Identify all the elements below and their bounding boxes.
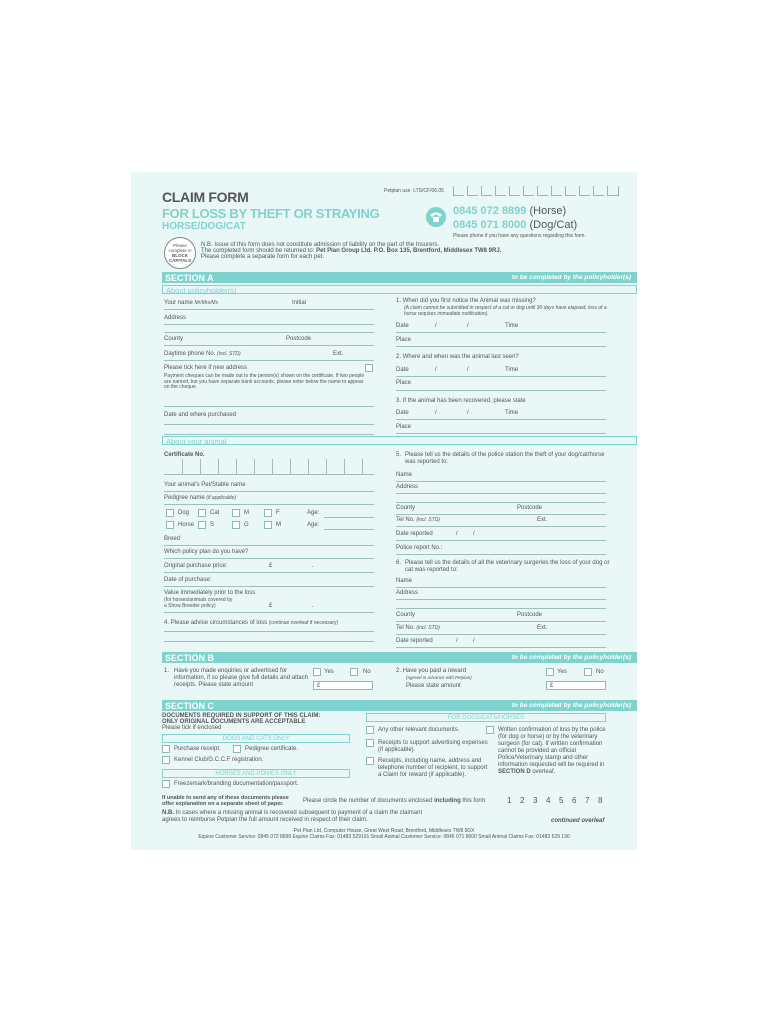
q3-text: If the animal has been recovered, please state	[402, 398, 526, 404]
docs-heading-2: ONLY ORIGINAL DOCUMENTS ARE ACCEPTABLE	[162, 719, 306, 725]
cat-checkbox[interactable]	[198, 509, 206, 517]
dogs-cats-only-heading: DOGS AND CATS ONLY	[162, 734, 350, 743]
county-field[interactable]	[164, 345, 374, 346]
q2-text: Where and when was the animal last seen?	[402, 354, 519, 360]
which-policy-field[interactable]	[164, 558, 374, 559]
written-conf-text: Written confirmation of loss by the police (for dog or horse) or by the veterinary surgeon (for cat). If written confirmation cannot be provided an official Police/Veterinary stamp and other information requested will be required in SECTION D overleaf.	[498, 727, 606, 775]
continued-overleaf: continued overleaf	[551, 818, 605, 824]
b-q2-no-checkbox[interactable]	[584, 668, 592, 676]
new-address-checkbox[interactable]	[365, 364, 373, 372]
about-animal-heading: About your animal	[162, 436, 637, 445]
form-title: CLAIM FORM	[162, 189, 249, 205]
doc-count-6[interactable]: 6	[572, 796, 577, 805]
payment-note: Payment cheques can be made out to the person(s) shown on the certificate. If two people are named, but you have separate bank accounts, please enter below the name to appear on the cheque.	[164, 373, 365, 390]
nb-line-2: The completed form should be returned to: Pet Plan Group Ltd. P.O. Box 135, Brentford, Middlesex TW8 9RJ.	[201, 248, 502, 254]
receipts-reward-checkbox[interactable]	[366, 757, 374, 765]
horses-ponies-only-heading: HORSES AND PONIES ONLY	[162, 769, 350, 778]
police-postcode-label: Postcode	[517, 505, 543, 511]
q1-place-label: Place	[396, 337, 412, 343]
phone-horse-number: 0845 072 8899	[453, 205, 527, 217]
pedigree-name-field[interactable]	[164, 504, 374, 505]
vet-county-field[interactable]	[396, 621, 606, 622]
doc-count-8[interactable]: 8	[598, 796, 603, 805]
any-other-checkbox[interactable]	[366, 726, 374, 734]
ref-code: LTS/CF/06.05	[413, 188, 444, 194]
form-subtitle: FOR LOSS BY THEFT OR STRAYING	[162, 206, 380, 221]
doc-count-1[interactable]: 1	[507, 796, 512, 805]
address-field[interactable]	[164, 324, 374, 325]
tick-if-enclosed: Please tick if enclosed	[162, 725, 222, 731]
date-of-purchase-label: Date of purchase:	[164, 577, 212, 583]
which-policy-label: Which policy plan do you have?	[164, 549, 249, 555]
police-tel-label: Tel No.	[396, 517, 415, 523]
b-q2-yes-checkbox[interactable]	[546, 668, 554, 676]
q1-date-field[interactable]	[396, 332, 606, 333]
vet-date-reported-field[interactable]	[396, 647, 606, 648]
b-q1-yes-checkbox[interactable]	[313, 668, 321, 676]
breed-label: Breed	[164, 536, 181, 542]
receipts-ads-checkbox[interactable]	[366, 739, 374, 747]
horse-mare-checkbox[interactable]	[264, 521, 272, 529]
breed-field[interactable]	[164, 545, 374, 546]
doc-count-4[interactable]: 4	[546, 796, 551, 805]
phone-dogcat-label: (Dog/Cat)	[529, 219, 578, 231]
original-price-field[interactable]	[164, 572, 374, 573]
petplan-use-boxes	[453, 172, 623, 196]
section-a-bar: SECTION A to be completed by the policyholder(s)	[162, 272, 637, 283]
police-report-no-field[interactable]	[396, 554, 606, 555]
initial-label: Initial	[292, 300, 307, 306]
horse-checkbox[interactable]	[166, 521, 174, 529]
petplan-use-label: Petplan use	[384, 188, 411, 194]
phone-horse-label: (Horse)	[529, 205, 567, 217]
police-county-label: County	[396, 505, 416, 511]
pedigree-name-label: Pedigree name	[164, 495, 205, 501]
date-where-purchased-field[interactable]	[164, 424, 374, 425]
section-b-bar: SECTION B to be completed by the policyholder(s)	[162, 652, 637, 663]
footer-address: Pet Plan Ltd, Computer House, Great West Road, Brentford, Middlesex TW8 9DX	[293, 828, 475, 834]
kennel-club-checkbox[interactable]	[162, 756, 170, 764]
police-address-label: Address	[396, 484, 419, 490]
pet-stable-name-field[interactable]	[164, 491, 374, 492]
dog-checkbox[interactable]	[166, 509, 174, 517]
police-name-label: Name	[396, 472, 413, 478]
q4-field-2[interactable]	[164, 641, 374, 642]
daytime-phone-field[interactable]	[164, 360, 374, 361]
q4-text: Please advise circumstances of loss	[170, 620, 268, 626]
form-animals: HORSE/DOG/CAT	[162, 221, 246, 232]
vet-name-label: Name	[396, 578, 413, 584]
county-label: County	[164, 336, 184, 342]
postcode-label: Postcode	[286, 336, 312, 342]
for-all-heading: FOR DOGS/CATS/HORSES	[366, 713, 606, 722]
vet-address-label: Address	[396, 590, 419, 596]
date-reported-label: Date reported	[396, 531, 433, 537]
unable-send-note: If unable to send any of these documents please offer explanation on a separate sheet of paper.	[162, 795, 289, 807]
docs-heading-1: DOCUMENTS REQUIRED IN SUPPORT OF THIS CLAIM:	[162, 713, 321, 719]
q2-date-field[interactable]	[396, 376, 606, 377]
police-address-field[interactable]	[396, 493, 606, 494]
b-q1-no-checkbox[interactable]	[350, 668, 358, 676]
date-of-purchase-field[interactable]	[164, 586, 374, 587]
address-label: Address	[164, 315, 187, 321]
daytime-phone-label: Daytime phone No.	[164, 351, 216, 357]
q4-field[interactable]	[164, 631, 374, 632]
original-price-label: Original purchase price:	[164, 563, 228, 569]
police-tel-field[interactable]	[396, 526, 606, 527]
date-reported-field[interactable]	[396, 540, 606, 541]
vet-tel-label: Tel No.	[396, 625, 415, 631]
horse-age-label: Age:	[307, 522, 320, 528]
q2-place-field[interactable]	[396, 390, 606, 391]
freezemark-checkbox[interactable]	[162, 780, 170, 788]
dogcat-male-checkbox[interactable]	[232, 509, 240, 517]
pedigree-cert-checkbox[interactable]	[233, 745, 241, 753]
section-b-q2-text: Have you paid a reward	[402, 668, 467, 674]
vet-date-reported-label: Date reported	[396, 638, 433, 644]
written-conf-checkbox[interactable]	[486, 726, 494, 734]
vet-address-field[interactable]	[396, 599, 606, 600]
section-c-bar: SECTION C to be completed by the policyholder(s)	[162, 700, 637, 711]
police-county-field[interactable]	[396, 514, 606, 515]
dogcat-female-checkbox[interactable]	[264, 509, 272, 517]
block-capitals-badge: Please complete in BLOCK CAPITALS	[164, 237, 196, 269]
doc-count-7[interactable]: 7	[585, 796, 590, 805]
q1-time-label: Time	[505, 323, 519, 329]
nb-line-1: N.B. Issue of this form does not constitute admission of liability on the part of the Insurers.	[201, 242, 440, 248]
footer-contacts: Equine Customer Service: 0845 072 8899 Equine Claims Fax: 01483 529191 Small Animal Customer Service: 0845 071 8000 Small Animal Claims Fax: 01483 529 190	[198, 834, 570, 840]
vet-tel-field[interactable]	[396, 634, 606, 635]
horse-gelding-checkbox[interactable]	[232, 521, 240, 529]
q3-place-field[interactable]	[396, 433, 606, 434]
section-b-q1-text: Have you made enquiries or advertised for information, if so please give full details and attach receipts. Please state amount	[174, 668, 309, 688]
b-q2-amount-field[interactable]: £	[546, 681, 606, 690]
dogcat-age-label: Age:	[307, 510, 320, 516]
date-where-purchased-label: Date and where purchased	[164, 412, 237, 418]
circle-docs-instruction: Please circle the number of documents enclosed including this form	[303, 798, 486, 804]
nb-recovery-note: N.B. In cases where a missing animal is recovered subsequent to payment of a claim the claimant agrees to reimburse Petplan the full amount received in respect of their claim.	[162, 810, 423, 823]
claim-form-page: CLAIM FORM FOR LOSS BY THEFT OR STRAYING HORSE/DOG/CAT Petplan use LTS/CF/06.05 0845 072 8899 (Horse) 0845 071 8000 (Dog/Cat) Please phone if you have any questions regarding this form. Please complete in BLOCK CAPITALS N.B. Issue of this form does not constitute admission of liability on the part of the Insurers. The completed form should be returned to: Pet Plan Group Ltd. P.O. Box 135, Brentford, Middlesex TW8 9RJ. Please complete a separate form for each pet. SECTION A to be completed by the policyholder(s) About policyholder(s) Your name Mr/Mrs/Ms Initial Address County Postcode Daytime phone No. (incl. STD) Ext. Please tick here if new address Payment cheques can be made out to the person(s) shown on the certificate. If two people are named, but you have separate bank accounts, please enter below the name to appear on the cheque. Date and where purchased 1. When did you first notice the Animal was missing? (A claim cannot be submitted in respect of a cat or dog until 30 days have elapsed, loss of a horse requires immediate notification). Date / / Time Place 2. Where and when was the animal last seen? Date / / Time Place 3. If the animal has been recovered, please state Date / / Time Place About your animal Certificate No. Your animal's Pet/Stable name Pedigree name (if applicable) Dog Cat M F Age: Horse S G M Age: Breed Which policy plan do you have? Original purchase price: £ . Date of purchase: Value immediately prior to the loss (for horses/animals covered by a Show Breeder policy) £ . 4. Please advise circumstances of loss (continue overleaf if necessary) 5. Please tell us the details of the police station the theft of your dog/cat/horse was reported to: Name Address County Postcode Tel No. (incl. STD) Ext. Date reported / / Police report No.: 6. Please tell us the details of all the veterinary surgeries the loss of your dog or cat was reported to: Name Address County Postcode Tel No. (incl. STD) Ext. Date reported / / SECTION B to be completed by the policyholder(s) 1. Have you made enquiries or advertised for information, if so please give full details and attach receipts. Please state amount Yes No £ 2. Have you paid a reward (agreed in advance with Petplan) Please state amount Yes No £ SECTION C to be completed by the policyholder(s) DOCUMENTS REQUIRED IN SUPPORT OF THIS CLAIM: ONLY ORIGINAL DOCUMENTS ARE ACCEPTABLE Please tick if enclosed DOGS AND CATS ONLY Purchase receipt. Pedigree certificate. Kennel Club/G.C.C.F registration. HORSES AND PONIES ONLY Freezemark/branding documentation/passport. FOR DOGS/CATS/HORSES Any other relevant documents. Receipts to support advertising expenses (if applicable). Receipts, including name, address and telephone number of recipient, to support a Claim for reward (if applicable). Written confirmation of loss by the police (for dog or horse) or by the veterinary surgeon (for cat). If written confirmation cannot be provided an official Police/Veterinary stamp and other information requested will be required in SECTION D overleaf. If unable to send any of these documents please offer explanation on a separate sheet of paper. Please circle the number of documents enclosed including this form 1 2 3 4 5 6 7 8 N.B. In cases where a missing animal is recovered subsequent to payment of a claim the claimant agrees to reimburse Petplan the full amount received in respect of their claim. continued overleaf Pet Plan Ltd, Computer House, Great West Road, Brentford, Middlesex TW8 9DX Equine Customer Service: 0845 072 8899 Equine Claims Fax: 01483 529191 Small Animal Customer Service: 0845 071 8000 Small Animal Claims Fax: 01483 529 190	[131, 172, 637, 850]
horse-stallion-checkbox[interactable]	[198, 521, 206, 529]
certificate-no-label: Certificate No.	[164, 452, 205, 458]
q1-note: (A claim cannot be submitted in respect of a cat or dog until 30 days have elapsed, loss of a horse requires immediate notification).	[404, 305, 607, 317]
phone-icon	[426, 207, 446, 227]
tick-new-address-label: Please tick here if new address	[164, 365, 248, 371]
your-name-label: Your name	[164, 300, 193, 306]
value-prior-field[interactable]	[164, 612, 374, 613]
dogcat-age-field[interactable]	[324, 517, 374, 518]
police-name-field[interactable]	[396, 481, 606, 482]
about-policyholder-heading: About policyholder(s)	[162, 285, 637, 294]
certificate-no-boxes[interactable]	[164, 459, 374, 475]
nb-line-3: Please complete a separate form for each pet.	[201, 254, 325, 260]
your-name-field[interactable]	[164, 309, 374, 310]
q6-text: Please tell us the details of all the veterinary surgeries the loss of your dog or cat was reported to:	[405, 560, 610, 573]
purchase-receipt-checkbox[interactable]	[162, 745, 170, 753]
doc-count-3[interactable]: 3	[533, 796, 538, 805]
ext-label: Ext.	[333, 351, 344, 357]
horse-age-field[interactable]	[324, 529, 374, 530]
q3-date-field[interactable]	[396, 419, 606, 420]
value-prior-label: Value immediately prior to the loss	[164, 590, 256, 596]
q1-place-field[interactable]	[396, 346, 606, 347]
doc-count-5[interactable]: 5	[559, 796, 564, 805]
vet-county-label: County	[396, 612, 416, 618]
phone-dogcat-number: 0845 071 8000	[453, 219, 527, 231]
q5-text: Please tell us the details of the police station the theft of your dog/cat/horse was reported to:	[405, 452, 605, 465]
cheque-name-field[interactable]	[164, 406, 374, 407]
address-field-2[interactable]	[164, 332, 374, 333]
phone-note: Please phone if you have any questions regarding this form.	[453, 233, 586, 239]
vet-name-field[interactable]	[396, 587, 606, 588]
pet-stable-name-label: Your animal's Pet/Stable name	[164, 482, 246, 488]
police-report-no-label: Police report No.:	[396, 545, 443, 551]
doc-count-2[interactable]: 2	[520, 796, 525, 805]
q1-date-label: Date	[396, 323, 409, 329]
b-q1-amount-field[interactable]: £	[313, 681, 373, 690]
q1-text: When did you first notice the Animal was missing?	[402, 298, 536, 304]
vet-postcode-label: Postcode	[517, 612, 543, 618]
